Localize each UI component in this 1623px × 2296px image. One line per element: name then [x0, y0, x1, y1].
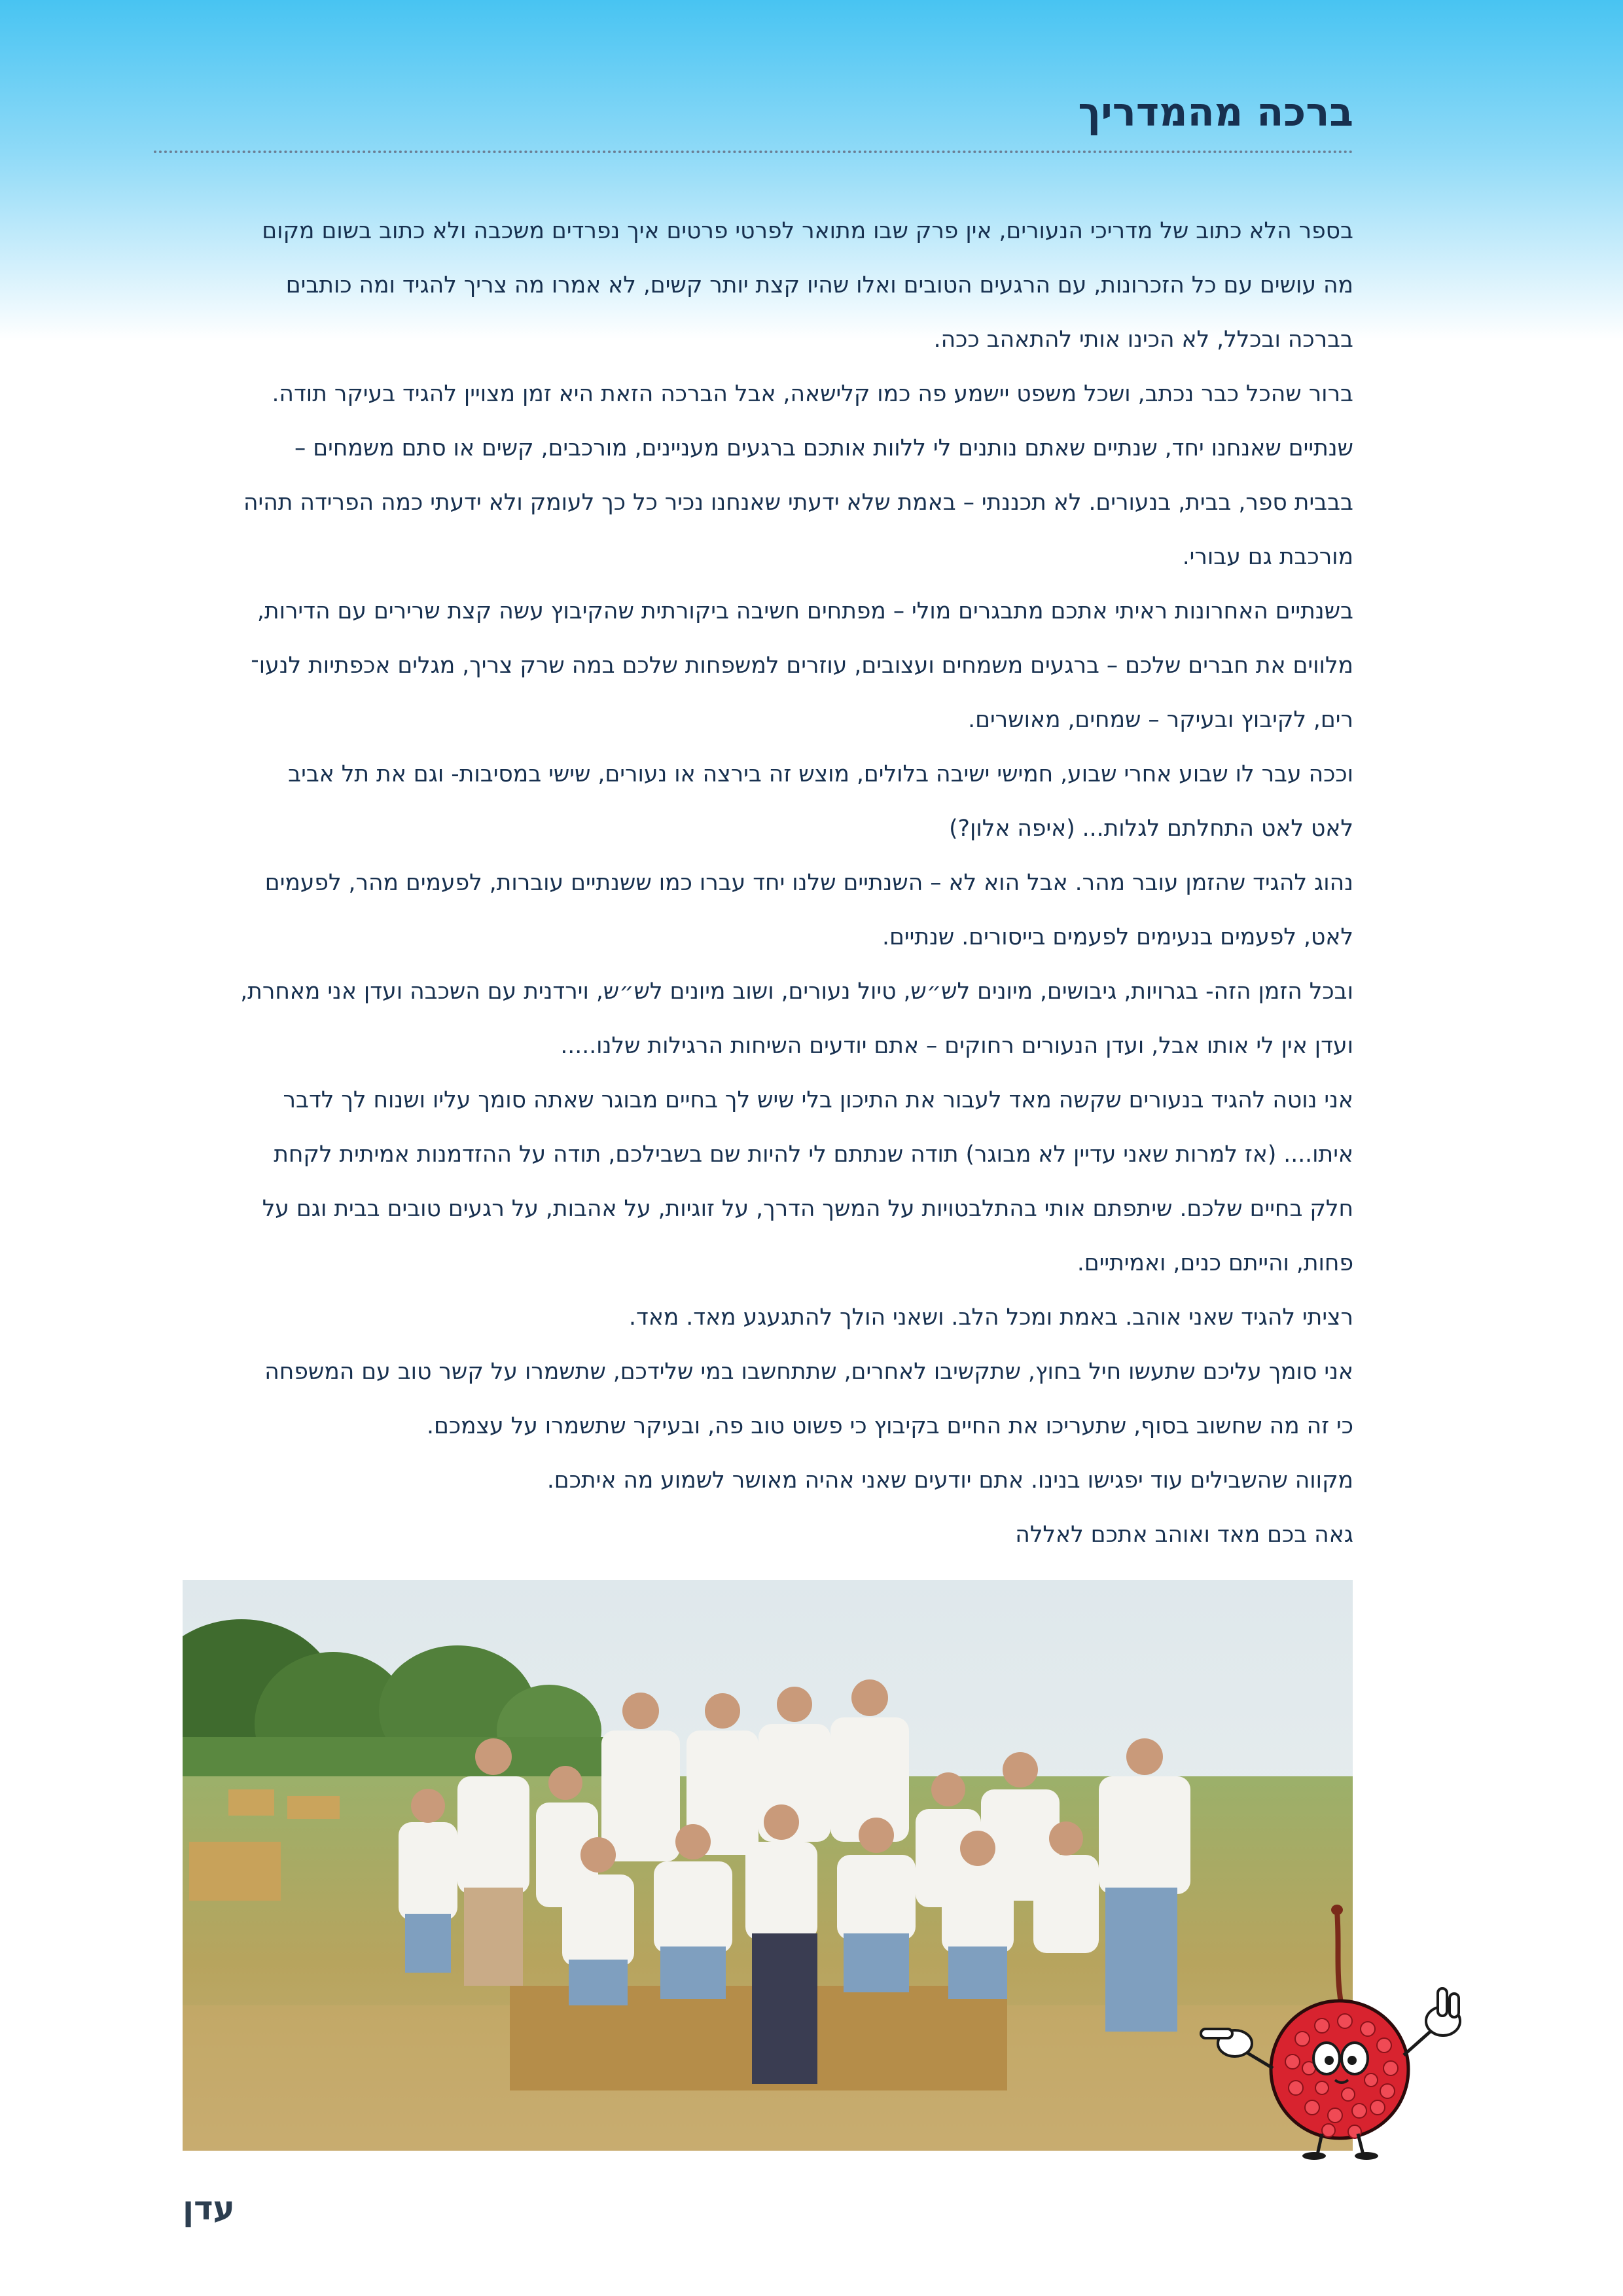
paragraph-line: בברכה ובכלל, לא הכינו אותי להתאהב ככה.	[933, 327, 1353, 353]
paragraph-line: מקווה שהשבילים עוד יפגישו בנינו. אתם יודעים שאני אהיה מאושר לשמוע מה איתכם.	[546, 1467, 1353, 1494]
paragraph-line: בבבית ספר, בבית, בנעורים. לא תכננתי – באמת שלא ידעתי שאנחנו נכיר כל כך לעומק ולא ידעתי כמה הפרידה תהיה	[243, 490, 1353, 516]
title-dotted-divider	[154, 151, 1353, 153]
group-photo	[183, 1580, 1353, 2151]
paragraph-line: ברור שהכל כבר נכתב, ושכל משפט יישמע פה כמו קלישאה, אבל הברכה הזאת היא זמן מצויין להגיד בעיקר תודה.	[272, 381, 1353, 407]
paragraph-line: נהוג להגיד שהזמן עובר מהר. אבל הוא לא – השנתיים שלנו יחד עברו כמו ששנתיים עוברות, לפעמים מהר, לפעמים	[264, 870, 1353, 896]
paragraph-line: בשנתיים האחרונות ראיתי אתכם מתבגרים מולי – מפתחים חשיבה ביקורתית שהקיבוץ עשה קצת שרירים עם הדירות,	[257, 598, 1353, 624]
paragraph-line: אני נוטה להגיד בנעורים שקשה מאד לעבור את התיכון בלי שיש לך בחיים מבוגר שאתה סומך עליו ושנוח לך לדבר	[283, 1087, 1353, 1113]
paragraph-line: פחות, והייתם כנים, ואמיתיים.	[1077, 1250, 1353, 1276]
signature-name: עדן	[183, 2189, 235, 2227]
paragraph-line: איתו.... (אז למרות שאני עדיין לא מבוגר) תודה שנתתם לי להיות שם בשבילכם, תודה על ההזדמנות אמיתית לקחת	[274, 1141, 1353, 1168]
paragraph-line: מה עושים עם כל הזכרונות, עם הרגעים הטובים ואלו שהיו קצת יותר קשים, לא אמרו מה צריך להגיד ומה כותבים	[285, 272, 1353, 298]
paragraph-line: רים, לקיבוץ ובעיקר – שמחים, מאושרים.	[968, 707, 1353, 733]
paragraph-line: ובכל הזמן הזה- בגרויות, גיבושים, מיונים לש״ש, טיול נעורים, ושוב מיונים לש״ש, וירדנית עם השכבה ועדן אני מאחרת,	[240, 978, 1353, 1005]
paragraph-line: שנתיים שאנחנו יחד, שנתיים שאתם נותנים לי ללוות אותכם ברגעים מעניינים, מורכבים, קשים או סתם משמחים –	[294, 435, 1353, 461]
paragraph-line: לאט, לפעמים בנעימים לפעמים בייסורים. שנתיים.	[882, 924, 1353, 950]
page-title: ברכה מהמדריך	[1078, 90, 1353, 135]
paragraph-line: ועדן אין לי אותו אבל, ועדן הנעורים רחוקים – אתם יודעים השיחות הרגילות שלנו.....	[560, 1033, 1353, 1059]
paragraph-line: לאט לאט התחלתם לגלות... (איפה אלון?)	[949, 816, 1353, 842]
paragraph-line: רציתי להגיד שאני אוהב. באמת ומכל הלב. ושאני הולך להתגעגע מאד. מאד.	[629, 1304, 1353, 1331]
letter-body	[156, 204, 1353, 1562]
lychee-mascot-illustration	[1194, 1872, 1482, 2160]
paragraph-line: מלווים את חברים שלכם – ברגעים משמחים ועצובים, עוזרים למשפחות שלכם במה שרק צריך, מגלים אכפתיות לנעו־	[251, 653, 1353, 679]
paragraph-line: בספר הלא כתוב של מדריכי הנעורים, אין פרק שבו מתואר לפרטי פרטים איך נפרדים משכבה ולא כתוב בשום מקום	[262, 218, 1353, 244]
paragraph-line: כי זה מה שחשוב בסוף, שתעריכו את החיים בקיבוץ כי פשוט טוב פה, ובעיקר שתשמרו על עצמכם.	[427, 1413, 1353, 1439]
paragraph-line: וככה עבר לו שבוע אחרי שבוע, חמישי ישיבה בלולים, מוצש זה בירצה או נעורים, שישי במסיבות- וגם את תל אביב	[288, 761, 1353, 787]
paragraph-line: אני סומך עליכם שתעשו חיל בחוץ, שתקשיבו לאחרים, שתתחשבו במי שלידכם, שתשמרו על קשר טוב עם המשפחה	[264, 1359, 1353, 1385]
paragraph-line: גאה בכם מאד ואוהב אתכם לאללה	[1015, 1522, 1353, 1548]
paragraph-line: חלק בחיים שלכם. שיתפתם אותי בהתלבטויות על המשך הדרך, על זוגיות, על אהבות, על רגעים טובים בבית וגם על	[262, 1196, 1353, 1222]
paragraph-line: מורכבת גם עבורי.	[1182, 544, 1353, 570]
